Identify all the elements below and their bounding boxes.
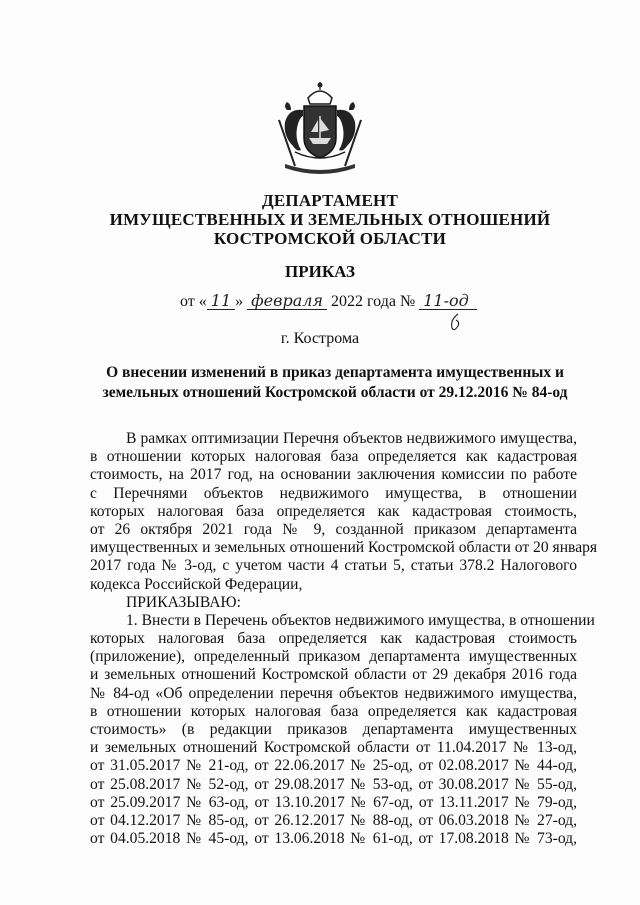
order-date-number-line — [180, 293, 477, 311]
department-header — [90, 191, 570, 248]
body-line: 1. Внести в Перечень объектов недвижимого имущества, в отношении — [126, 611, 595, 629]
header-line-1: ДЕПАРТАМЕНТ — [261, 191, 399, 210]
body-line: которых налоговая база определяется как кадастровая стоимость, — [90, 502, 577, 520]
city-label: г. Кострома — [280, 330, 360, 347]
body-line: стоимость, на 2017 год, на основании заключения комиссии по работе — [90, 466, 577, 484]
order-mid2: 2022 года № — [331, 293, 416, 310]
body-line: которых налоговая база определяется как кадастровая стоимость — [90, 630, 577, 648]
subject-line-1: О внесении изменений в приказ департамента имущественных и — [106, 364, 564, 381]
body-line: и земельных отношений Костромской области от 11.04.2017 № 13-од, — [90, 739, 577, 757]
body-line: в отношении которых налоговая база определяется как кадастровая — [90, 448, 577, 466]
subject-line-2: земельных отношений Костромской области от 29.12.2016 № 84-од — [102, 384, 568, 401]
order-title: ПРИКАЗ — [285, 262, 355, 281]
body-line: от 25.09.2017 № 63-од, от 13.10.2017 № 67-од, от 13.11.2017 № 79-од, — [90, 793, 577, 811]
body-line: имущественных и земельных отношений Костромской области от 20 января — [90, 539, 598, 557]
order-body — [90, 430, 598, 848]
body-line: № 84-од «Об определении перечня объектов недвижимого имущества, — [90, 684, 577, 702]
header-line-2: ИМУЩЕСТВЕННЫХ И ЗЕМЕЛЬНЫХ ОТНОШЕНИЙ — [109, 210, 551, 229]
kostroma-coat-of-arms-icon — [271, 80, 369, 180]
body-line: от 31.05.2017 № 21-од, от 22.06.2017 № 25-од, от 02.08.2017 № 44-од, — [90, 757, 577, 775]
body-line: в отношении которых налоговая база определяется как кадастровая — [90, 702, 577, 720]
body-line: кодекса Российской Федерации, — [90, 575, 303, 593]
body-line-decree: ПРИКАЗЫВАЮ: — [126, 593, 241, 611]
order-mid1: » — [235, 293, 244, 310]
order-number: 11-од — [419, 293, 477, 310]
order-day: 11 — [207, 293, 235, 310]
body-line: В рамках оптимизации Перечня объектов недвижимого имущества, — [126, 430, 577, 447]
body-line: от 25.08.2017 № 52-од, от 29.08.2017 № 53-од, от 30.08.2017 № 55-од, — [90, 775, 577, 793]
body-line: стоимость» (в редакции приказов департамента имущественных — [90, 721, 577, 738]
header-line-3: КОСТРОМСКОЙ ОБЛАСТИ — [213, 229, 447, 248]
body-line: и земельных отношений Костромской области от 29 декабря 2016 года — [90, 666, 577, 684]
body-line: (приложение), определенный приказом департамента имущественных — [90, 648, 577, 666]
body-line: от 04.12.2017 № 85-од, от 26.12.2017 № 88-од, от 06.03.2018 № 27-од, — [90, 811, 577, 829]
order-subject — [90, 363, 580, 403]
order-prefix: от « — [180, 293, 207, 310]
body-line: от 26 октября 2021 года № 9, созданной приказом департамента — [90, 520, 577, 538]
body-line: с Перечнями объектов недвижимого имущества, в отношении — [90, 484, 577, 502]
order-month: февраля — [247, 293, 327, 310]
body-line: 2017 года № 3-од, с учетом части 4 статьи 5, статьи 378.2 Налогового — [90, 557, 577, 575]
body-line: от 04.05.2018 № 45-од, от 13.06.2018 № 61-од, от 17.08.2018 № 73-од, — [90, 830, 577, 848]
